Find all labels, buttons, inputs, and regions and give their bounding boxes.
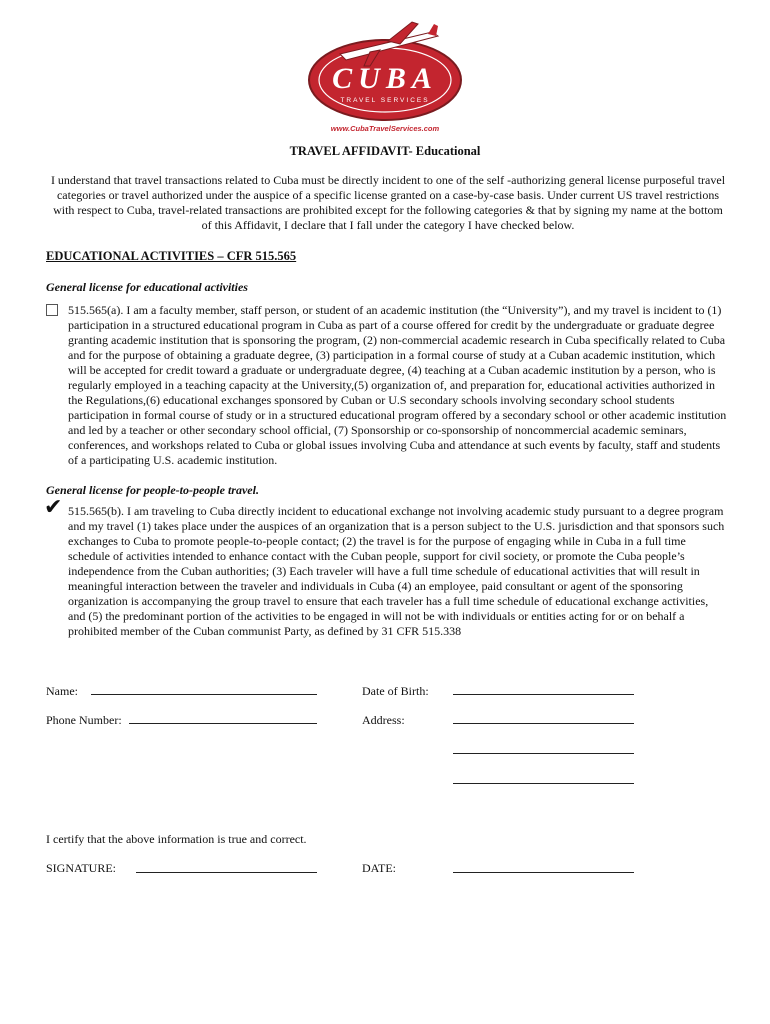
- logo-tagline: TRAVEL SERVICES: [340, 97, 430, 104]
- address-field-line-1[interactable]: [453, 723, 634, 724]
- signature-field[interactable]: [136, 872, 317, 873]
- educational-license-checkbox[interactable]: [46, 304, 58, 316]
- dob-label: Date of Birth:: [362, 684, 429, 698]
- phone-label: Phone Number:: [46, 713, 122, 727]
- address-field-line-3[interactable]: [453, 783, 634, 784]
- cuba-travel-services-logo: [300, 14, 470, 134]
- signature-label: SIGNATURE:: [46, 861, 117, 875]
- people-to-people-checkmark[interactable]: ✔: [44, 495, 63, 520]
- license-heading-people-to-people: General license for people-to-people travel.: [46, 483, 259, 497]
- address-label: Address:: [362, 713, 405, 727]
- certify-statement: I certify that the above information is true and correct.: [46, 832, 307, 846]
- address-field-line-2[interactable]: [453, 753, 634, 754]
- logo-wordmark: CUBA: [332, 62, 438, 95]
- license-heading-educational: General license for educational activities: [46, 280, 248, 294]
- name-label: Name:: [46, 684, 78, 698]
- logo-url: www.CubaTravelServices.com: [330, 124, 440, 133]
- intro-paragraph: I understand that travel transactions related to Cuba must be directly incident to one of the self -authorizing general license purposeful travel categories or travel authorized under the auspice of a specific license granted on a case-by-case basis. Under current US travel restrictions with respect to Cuba, travel-related transactions are prohibited except for the following categories & that by signing my name at the bottom of this Affidavit, I declare that I fall under the category I have checked below.: [50, 173, 726, 232]
- educational-license-text: 515.565(a). I am a faculty member, staff person, or student of an academic institution (the “University”), and my travel is incident to (1) participation in a structured educational program in Cuba as part of a course offered for credit by the undergraduate or graduate degree granting academic institution that is sponsoring the program, (2) non-commercial academic research in Cuba specifically related to Cuba and for the purpose of obtaining a graduate degree, (3) participation in a formal course of study at a Cuban academic institution, which will be accepted for credit toward a graduate or undergraduate degree, (4) teaching at a Cuban academic institution by a person, who is regularly employed in a teaching capacity at the University,(5) organization of, and preparation for, educational activities authorized in the Regulations,(6) educational exchanges sponsored by Cuban or U.S secondary schools involving secondary school students participation in formal course of study or in a structured educational program offered by a secondary school or other academic institution and led by a teacher or other secondary school official, (7) Sponsorship or co-sponsorship of noncommercial academic seminars, conferences, and workshops related to Cuba or global issues involving Cuba and attendance at such events by faculty, staff and students of a participating U.S. academic institution.: [68, 303, 727, 467]
- date-field[interactable]: [453, 872, 634, 873]
- document-title: TRAVEL AFFIDAVIT- Educational: [289, 144, 481, 158]
- name-field[interactable]: [91, 694, 317, 695]
- phone-field[interactable]: [129, 723, 317, 724]
- people-to-people-license-text: 515.565(b). I am traveling to Cuba directly incident to educational exchange not involving academic study pursuant to a degree program and my travel (1) takes place under the auspices of an organization that is a person subject to the U.S. jurisdiction and that sponsors such exchanges to Cuba to promote people-to-people contact; (2) the travel is for the purpose of engaging while in Cuba in a full time schedule of activities intended to enhance contact with the Cuban people, support for civil society, or promote the Cuba people’s independence from the Cuban authorities; (3) Each traveler will have a full time schedule of educational activities that will result in meaningful interaction between the traveler and individuals in Cuba (4) an employee, paid consultant or agent of the sponsoring organization is accompanying the group travel to ensure that each traveler has a full time schedule of educational exchange activities, and (5) the predominant portion of the activities to be engaged in will not be with individuals or entities acting for or on behalf a prohibited member of the Cuban communist Party, as defined by 31 CFR 515.338: [68, 504, 725, 638]
- date-label: DATE:: [362, 861, 396, 875]
- section-heading: EDUCATIONAL ACTIVITIES – CFR 515.565: [46, 249, 297, 263]
- dob-field[interactable]: [453, 694, 634, 695]
